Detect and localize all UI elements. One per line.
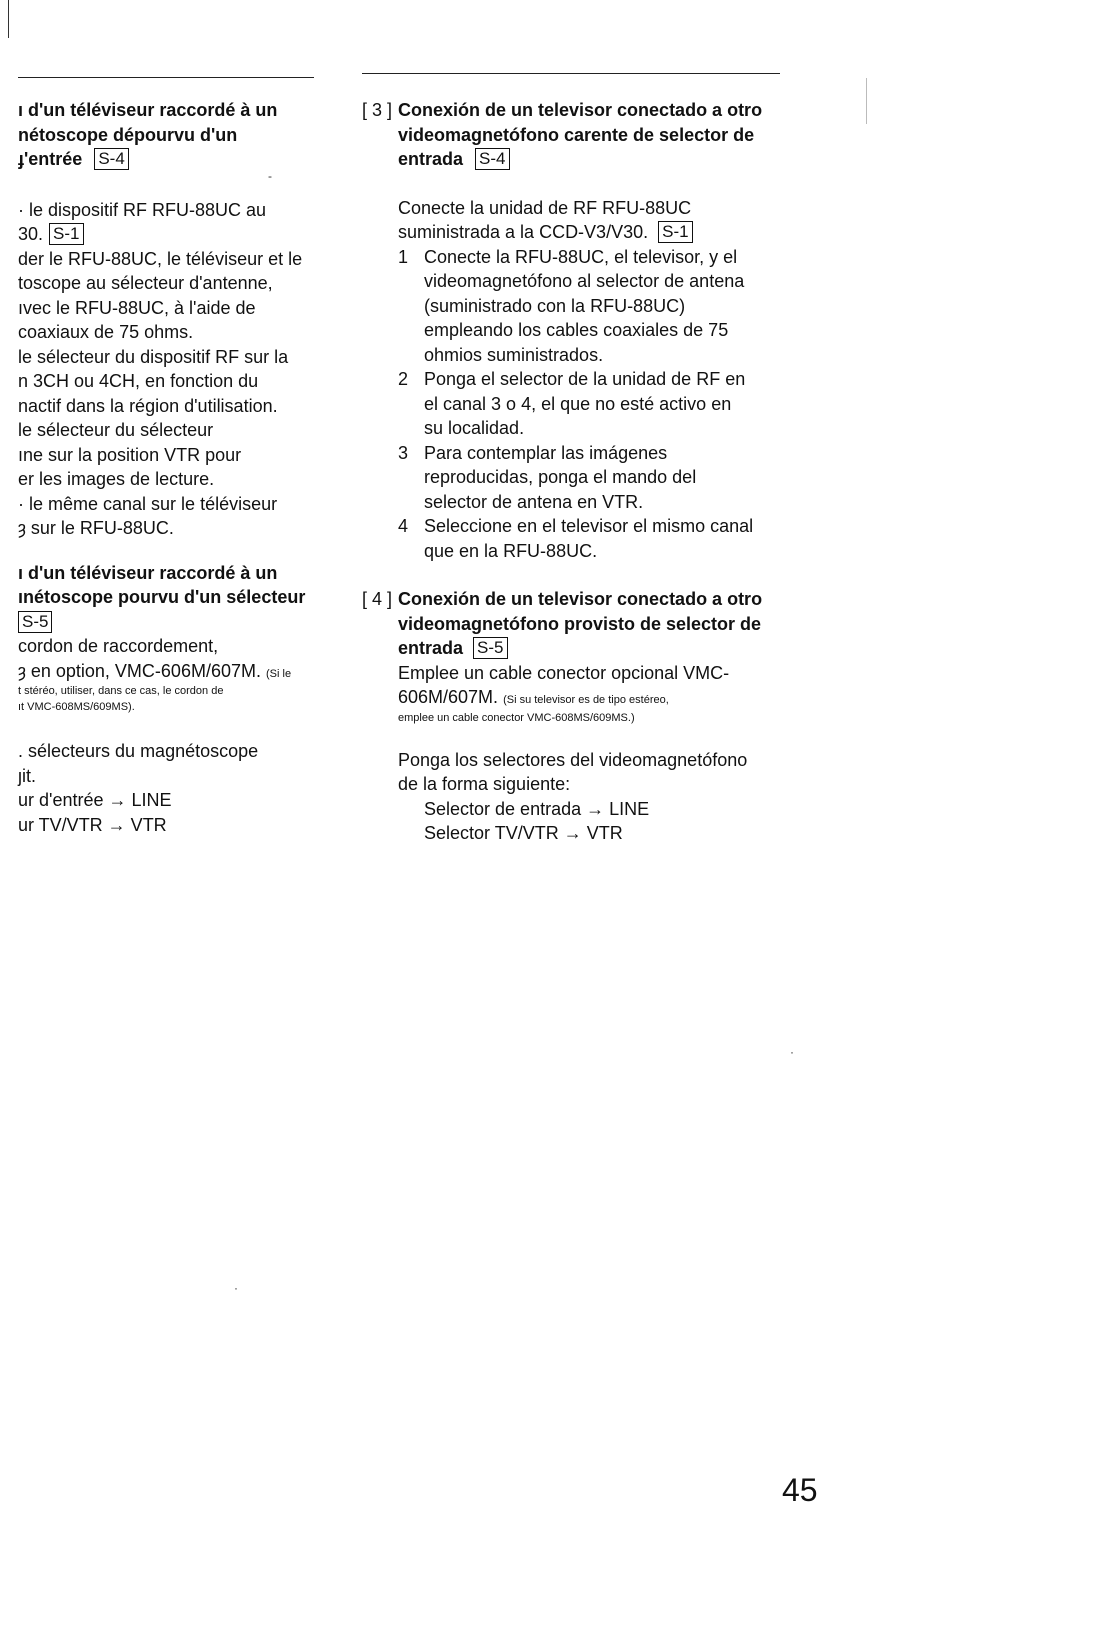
step-item: 1 Conecte la RFU-88UC, el televisor, y el videomagnetófono al selector de antena (suministrado con la RFU-88UC) empleando los cables coaxiales de 75 ohmios suministrados. <box>398 246 745 365</box>
step-item: 4 Seleccione en el televisor el mismo canal que en la RFU-88UC. <box>398 516 754 561</box>
section-number: [ 3 ] <box>362 100 393 120</box>
right-margin-line <box>866 78 867 124</box>
ref-box: S-4 <box>94 148 128 170</box>
right-column <box>362 98 798 846</box>
section-3-steps <box>398 245 798 564</box>
section-4-final: Ponga los selectores del videomagnetófono de la forma siguiente: Selector de entrada → LINE Selector TV/VTR → VTR <box>398 749 748 843</box>
section-3-intro: Conecte la unidad de RF RFU-88UC suministrada a la CCD-V3/V30. S-1 <box>398 197 692 242</box>
stray-dot: · <box>790 1045 794 1059</box>
ref-box: S-5 <box>18 611 52 633</box>
step-item: 2 Ponga el selector de la unidad de RF en el canal 3 o 4, el que no esté activo en su localidad. <box>398 369 746 438</box>
section-4-text: Emplee un cable conector opcional VMC- 606M/607M. (Si su televisor es de tipo estéreo, emplee un cable conector VMC-608MS/609MS.) <box>398 662 730 724</box>
section-4-heading: [ 4 ] Conexión de un televisor conectado a otro videomagnetófono provisto de selector de entrada S-5 <box>362 589 763 658</box>
left-para-2: cordon de raccordement, ȝ en option, VMC-606M/607M. (Si le t stéréo, utiliser, dans ce cas, le cordon de ıt VMC-608MS/609MS). <box>18 636 292 713</box>
left-para-1: · le dispositif RF RFU-88UC au 30. S-1 der le RFU-88UC, le téléviseur et le toscope au sélecteur d'antenne, ıvec le RFU-88UC, à l'aide de coaxiaux de 75 ohms. le sélecteur du dispositif RF sur la n 3CH ou 4CH, en fonction du nactif dans la région d'utilisation. le sélecteur du sélecteur ıne sur la position VTR pour er les images de lecture. · le même canal sur le téléviseur ȝ sur le RFU-88UC. <box>18 199 303 538</box>
left-para-3: . sélecteurs du magnétoscope ȷit. ur d'entrée → LINE ur TV/VTR → VTR <box>18 741 259 835</box>
left-top-rule <box>18 77 314 78</box>
right-top-rule <box>362 73 780 74</box>
ref-box: S-4 <box>475 148 509 170</box>
page-number: 45 <box>782 1472 818 1508</box>
left-heading-1: ı d'un téléviseur raccordé à un nétoscope dépourvu d'un ɟ'entrée S-4 <box>18 100 278 169</box>
left-margin-line <box>8 0 9 38</box>
left-column <box>18 98 338 837</box>
stray-dot-2: · <box>234 1281 238 1295</box>
left-heading-2: ı d'un téléviseur raccordé à un ınétoscope pourvu d'un sélecteur S-5 <box>18 562 306 631</box>
ref-box: S-1 <box>49 223 83 245</box>
section-number: [ 4 ] <box>362 589 393 609</box>
stray-mark: - <box>268 169 272 183</box>
ref-box: S-1 <box>658 221 692 243</box>
ref-box: S-5 <box>473 637 507 659</box>
section-3-heading: [ 3 ] Conexión de un televisor conectado a otro videomagnetófono carente de selector de entrada S-4 <box>362 100 763 169</box>
step-item: 3 Para contemplar las imágenes reproducidas, ponga el mando del selector de antena en VTR. <box>398 442 697 512</box>
